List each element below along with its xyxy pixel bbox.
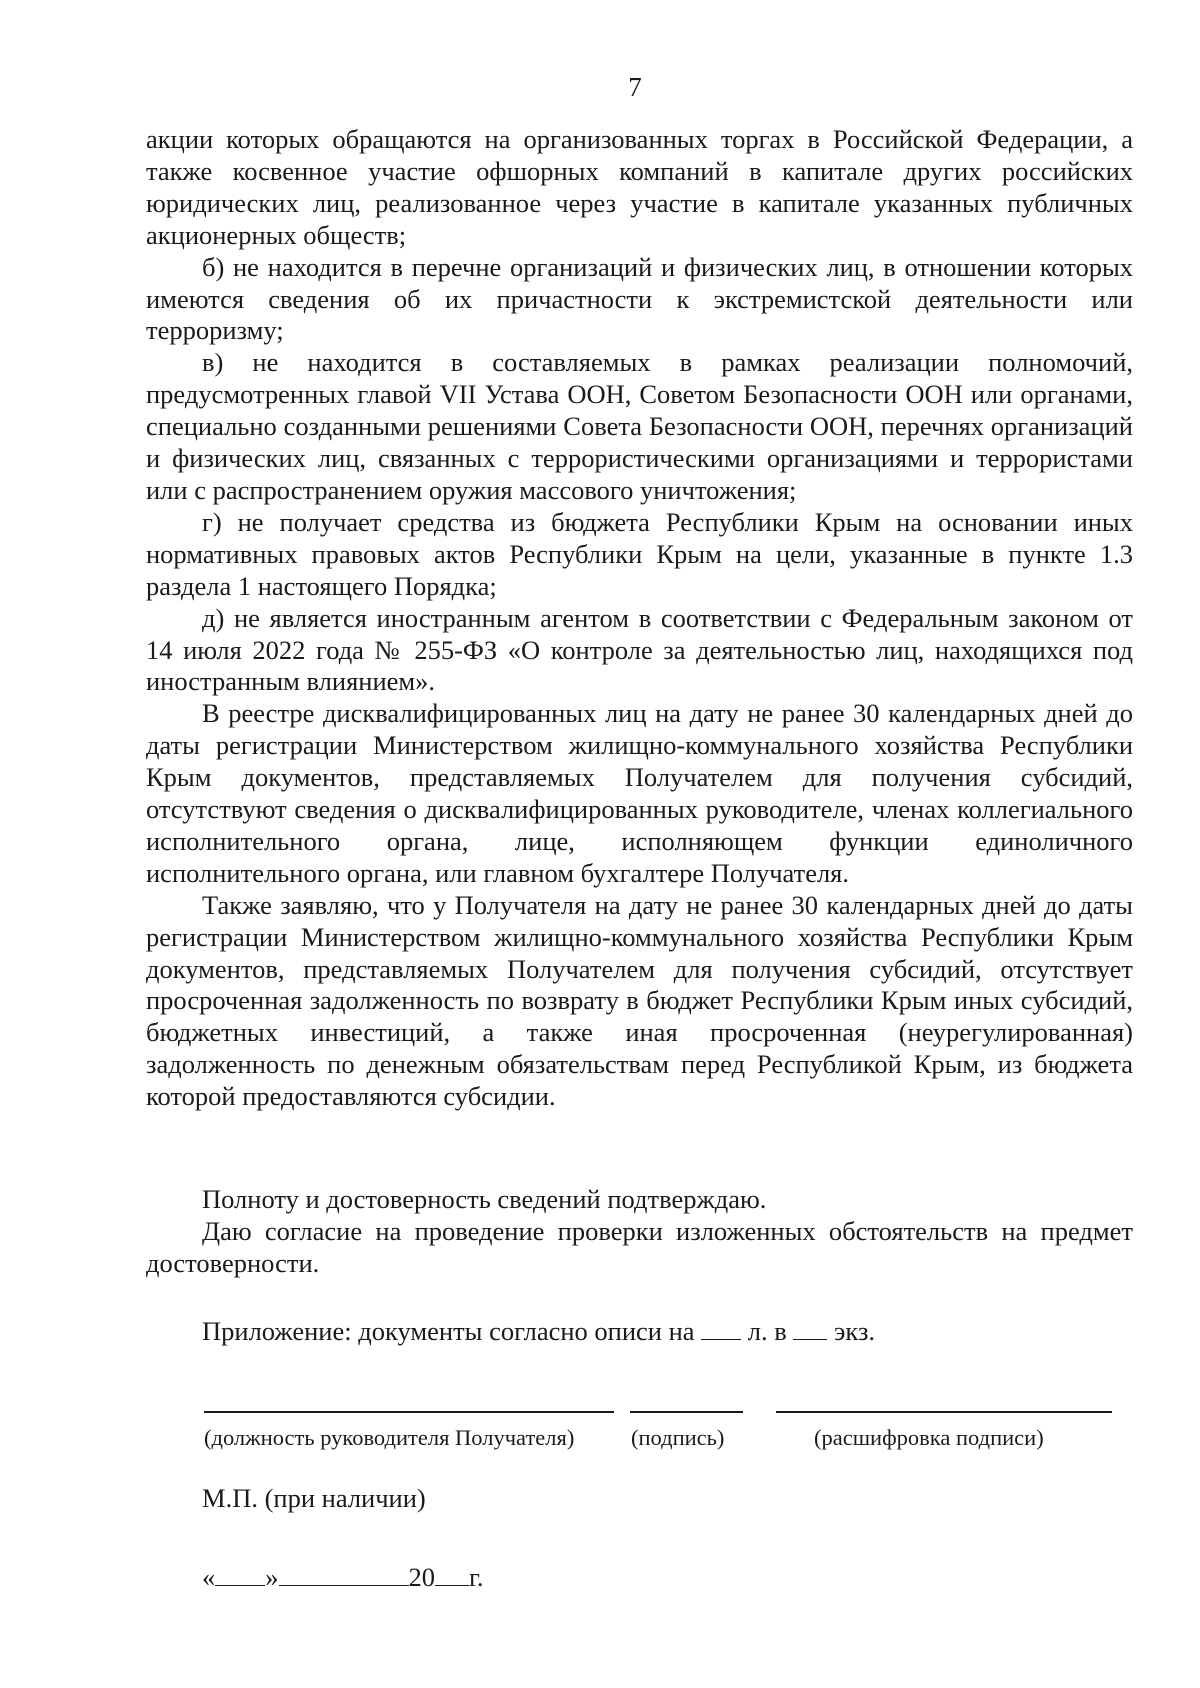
year-blank [435, 1563, 469, 1586]
signature-line [630, 1411, 743, 1413]
date-line [202, 1562, 484, 1593]
appendix-prefix: Приложение: документы согласно описи на [202, 1316, 695, 1346]
date-open-quote: « [202, 1562, 216, 1592]
confirmation-line: Полноту и достоверность сведений подтверждаю. [202, 1184, 767, 1214]
paragraph-item-g: г) не получает средства из бюджета Республики Крым на основании иных нормативных правовых актов Республики Крым на цели, указанные в пункте 1.3 раздела 1 настоящего Порядка; [146, 506, 1133, 601]
sheets-count-blank [701, 1317, 741, 1340]
paragraph-continuation: акции которых обращаются на организованных торгах в Российской Федерации, а также косвенное участие офшорных компаний в капитале других российских юридических лиц, реализованное через участие в капитале указанных публичных акционерных обществ; [146, 124, 1133, 250]
consent-line: Даю согласие на проведение проверки изложенных обстоятельств на предмет достоверности. [146, 1215, 1133, 1278]
paragraph-item-d: д) не является иностранным агентом в соответствии с Федеральным законом от 14 июля 2022 года № 255-ФЗ «О контроле за деятельностью лиц, находящихся под иностранным влиянием». [146, 602, 1133, 697]
year-prefix: 20 [408, 1562, 435, 1592]
position-line [204, 1411, 614, 1413]
decoding-caption: (расшифровка подписи) [814, 1425, 1044, 1450]
paragraph-item-v: в) не находится в составляемых в рамках реализации полномочий, предусмотренных главой VII Устава ООН, Советом Безопасности ООН или органами, специально созданными решениями Совета Безопасности ООН, перечнях организаций и физических лиц, связанных с террористическими организациями и террористами или с распространением оружия массового уничтожения; [146, 347, 1133, 505]
page-number: 7 [628, 72, 642, 102]
appendix-middle: л. в [747, 1316, 787, 1346]
date-close-quote: » [265, 1562, 279, 1592]
paragraph-no-overdue-debt: Также заявляю, что у Получателя на дату не ранее 30 календарных дней до даты регистрации Министерством жилищно-коммунального хозяйства Республики Крым документов, представляемых Получателем для получения субсидий, отсутствует просроченная задолженность по возврату в бюджет Республики Крым иных субсидий, бюджетных инвестиций, а также иная просроченная (неурегулированная) задолженность по денежным обязательствам перед Республикой Крым, из бюджета которой предоставляются субсидии. [146, 889, 1133, 1112]
signature-caption: (подпись) [631, 1425, 725, 1450]
appendix-suffix: экз. [834, 1316, 876, 1346]
copies-count-blank [793, 1317, 827, 1340]
appendix-line [202, 1316, 875, 1347]
stamp-placeholder: М.П. (при наличии) [202, 1483, 426, 1513]
paragraph-item-b: б) не находится в перечне организаций и физических лиц, в отношении которых имеются сведения об их причастности к экстремистской деятельности или терроризму; [146, 251, 1133, 346]
year-suffix: г. [469, 1562, 484, 1592]
position-caption: (должность руководителя Получателя) [204, 1425, 575, 1450]
document-body [146, 124, 1133, 1113]
paragraph-disqualified-registry: В реестре дисквалифицированных лиц на дату не ранее 30 календарных дней до даты регистрации Министерством жилищно-коммунального хозяйства Республики Крым документов, представляемых Получателем для получения субсидий, отсутствуют сведения о дисквалифицированных руководителе, членах коллегиального исполнительного органа, лице, исполняющем функции единоличного исполнительного органа, или главном бухгалтере Получателя. [146, 698, 1133, 888]
signature-decoding-line [776, 1411, 1112, 1413]
month-blank [279, 1563, 409, 1586]
confirmation-block [146, 1184, 1133, 1280]
day-blank [215, 1563, 265, 1586]
